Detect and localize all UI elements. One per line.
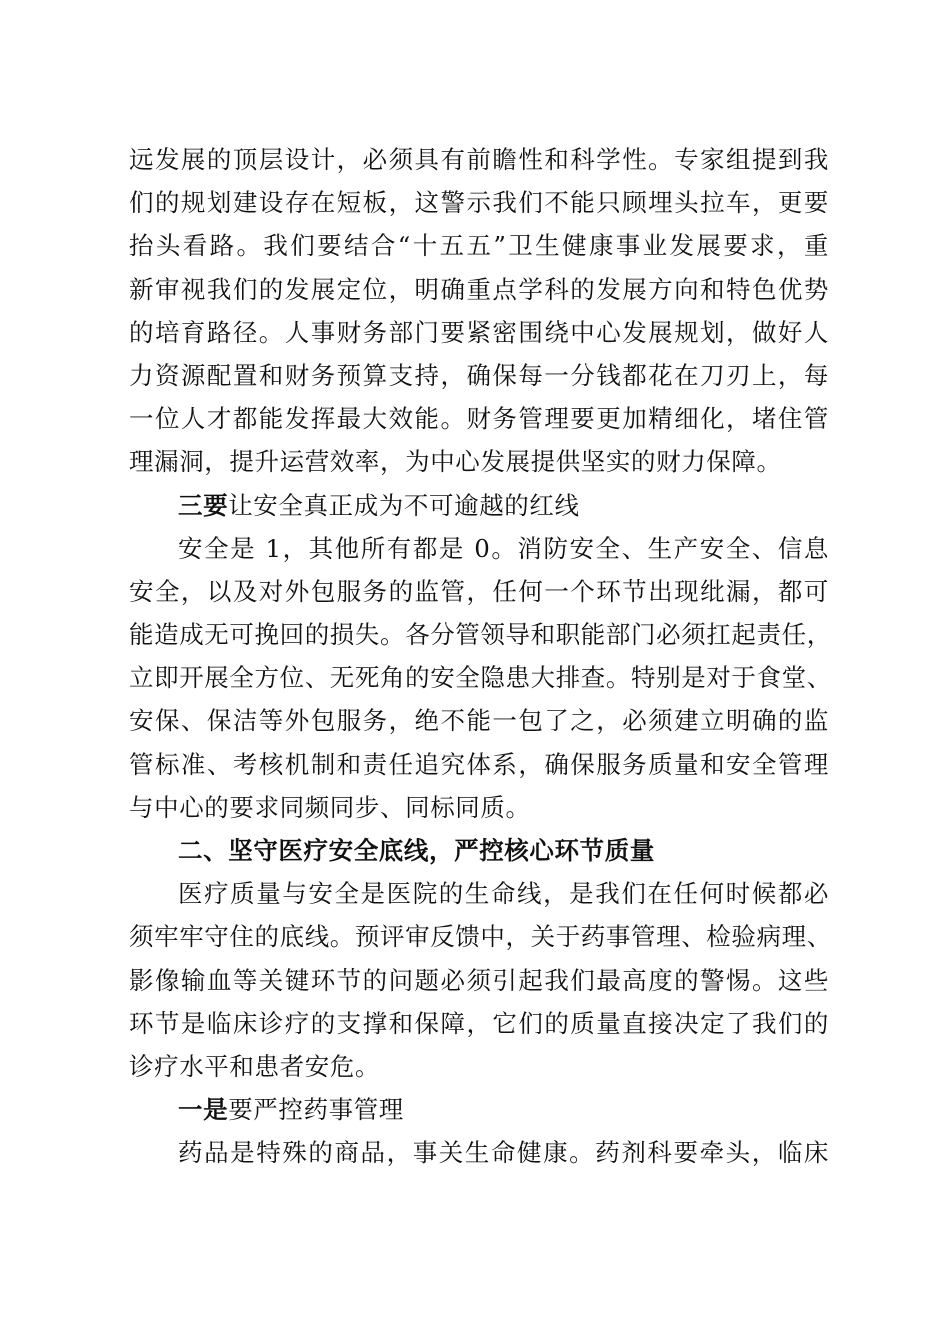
paragraph-line: 的培育路径。人事财务部门要紧密围绕中心发展规划，做好人 [129,317,829,347]
paragraph-line: 一位人才都能发挥最大效能。财务管理要更加精细化，堵住管 [129,404,829,434]
paragraph-line: 管标准、考核机制和责任追究体系，确保服务质量和安全管理 [129,749,829,779]
subheading-lead: 三要 [178,490,229,520]
subheading-text: 要严控药事管理 [228,1095,404,1125]
paragraph-line: 立即开展全方位、无死角的安全隐患大排查。特别是对于食堂、 [129,663,832,693]
paragraph-line: 安保、保洁等外包服务，绝不能一包了之，必须建立明确的监 [129,706,829,736]
subheading-lead: 一是 [178,1095,229,1125]
paragraph-line: 抬头看路。我们要结合“十五五”卫生健康事业发展要求，重 [129,231,829,261]
paragraph-line: 须牢牢守住的底线。预评审反馈中，关于药事管理、检验病理、 [129,922,832,952]
paragraph-line: 环节是临床诊疗的支撑和保障，它们的质量直接决定了我们的 [129,1008,829,1038]
paragraph-line: 影像输血等关键环节的问题必须引起我们最高度的警惕。这些 [129,965,829,995]
subheading-text: 让安全真正成为不可逾越的红线 [228,490,580,520]
paragraph-line: 医疗质量与安全是医院的生命线，是我们在任何时候都必 [178,879,829,909]
paragraph-line: 安全是 1，其他所有都是 0。消防安全、生产安全、信息 [178,533,829,563]
section-heading: 二、坚守医疗安全底线，严控核心环节质量 [178,836,655,865]
paragraph-line: 安全，以及对外包服务的监管，任何一个环节出现纰漏，都可 [129,576,829,606]
paragraph-line: 力资源配置和财务预算支持，确保每一分钱都花在刀刃上，每 [129,360,829,390]
paragraph-line: 远发展的顶层设计，必须具有前瞻性和科学性。专家组提到我 [129,145,829,174]
paragraph-line: 与中心的要求同频同步、同标同质。 [129,792,531,822]
subheading-item-3 [129,484,829,527]
paragraph-line: 诊疗水平和患者安危。 [129,1051,380,1081]
paragraph-line: 理漏洞，提升运营效率，为中心发展提供坚实的财力保障。 [129,447,782,477]
document-body [129,138,832,1175]
paragraph-line: 能造成无可挽回的损失。各分管领导和职能部门必须扛起责任， [129,620,832,650]
paragraph-line: 药品是特殊的商品，事关生命健康。药剂科要牵头，临床 [178,1138,829,1168]
paragraph-line: 们的规划建设存在短板，这警示我们不能只顾埋头拉车，更要 [129,188,829,218]
subheading-item-1 [129,1088,829,1131]
paragraph-line: 新审视我们的发展定位，明确重点学科的发展方向和特色优势 [129,274,829,304]
